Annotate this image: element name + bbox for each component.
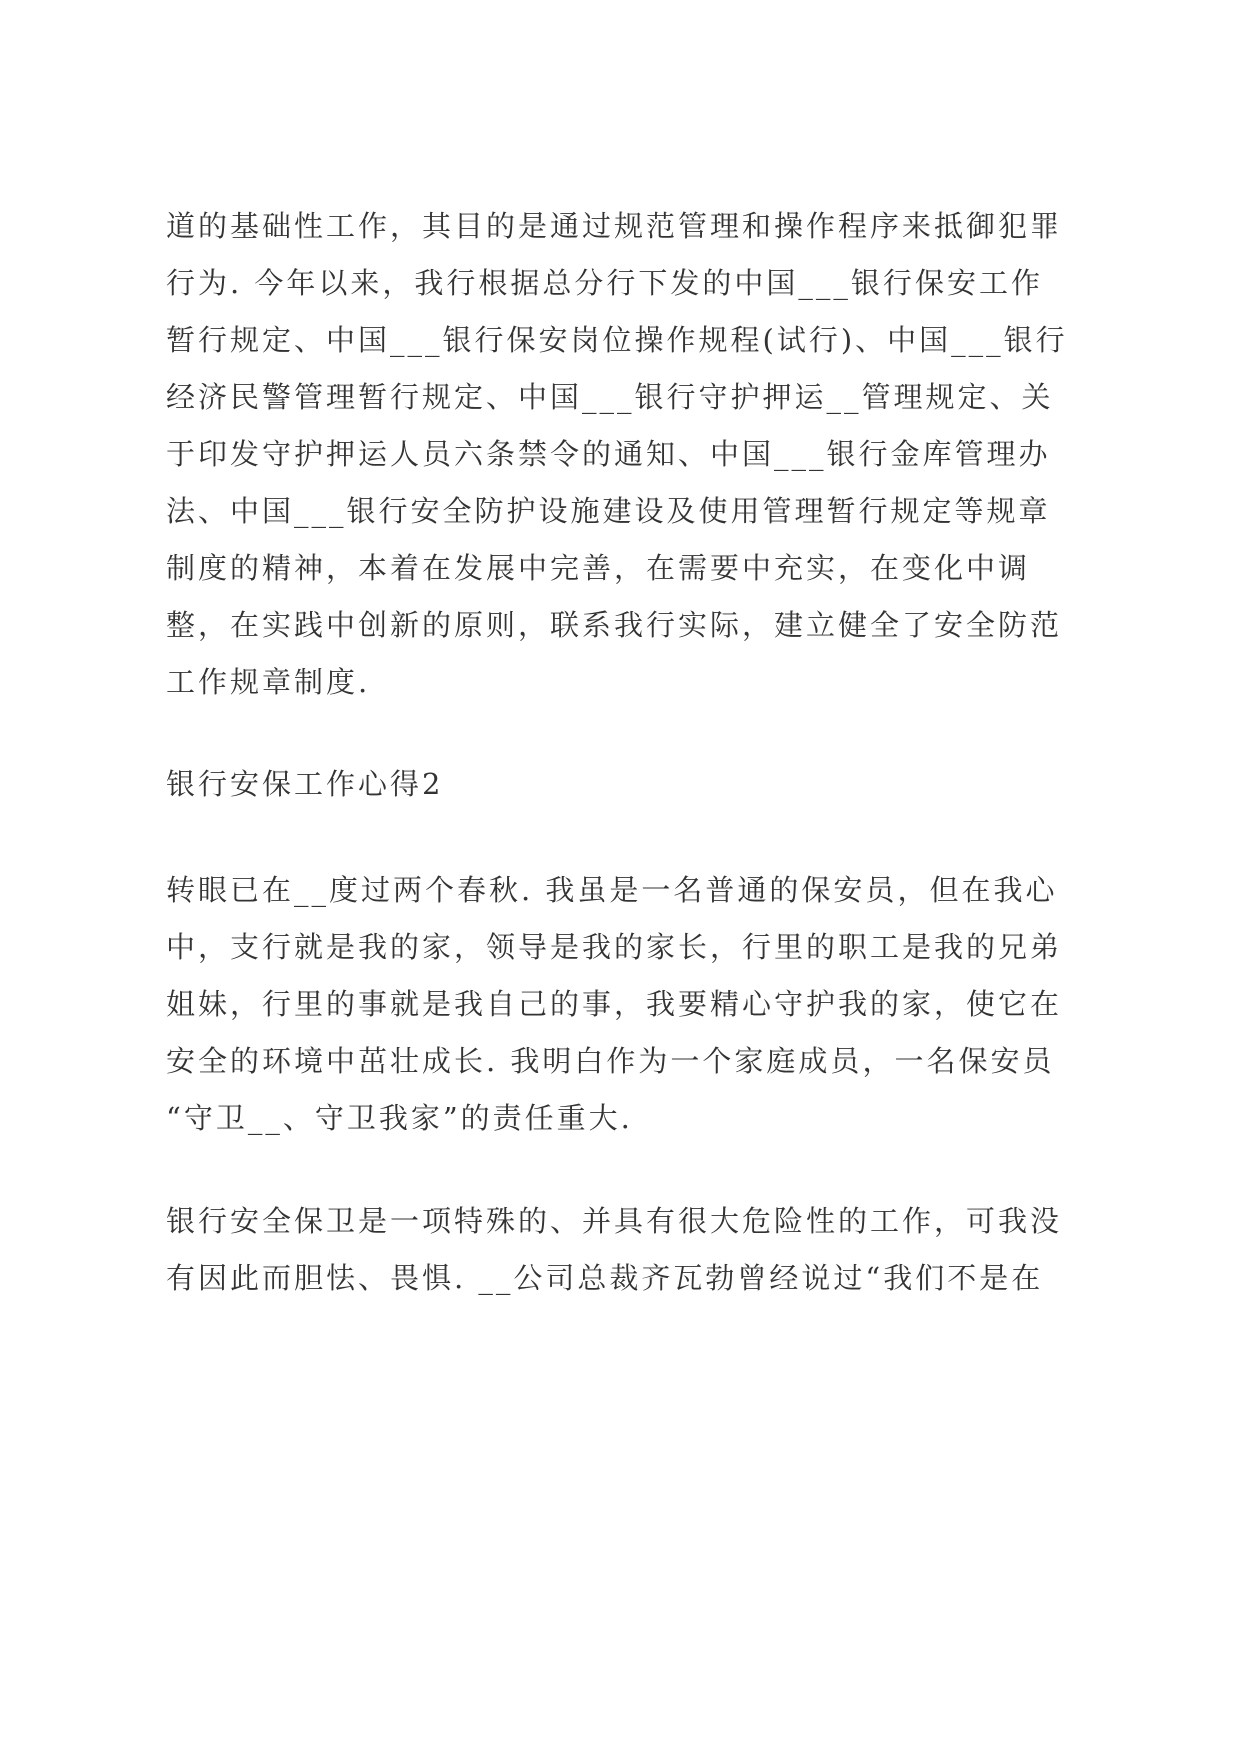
text-line: 中，支行就是我的家，领导是我的家长，行里的职工是我的兄弟 xyxy=(166,930,1063,964)
text-line: 姐妹，行里的事就是我自己的事，我要精心守护我的家，使它在 xyxy=(166,987,1063,1021)
text-line: “守卫__、守卫我家”的责任重大. xyxy=(166,1101,633,1135)
text-line: 工作规章制度. xyxy=(166,665,371,699)
text-line: 安全的环境中茁壮成长. 我明白作为一个家庭成员，一名保安员 xyxy=(166,1044,1055,1078)
text-line: 有因此而胆怯、畏惧. __公司总裁齐瓦勃曾经说过“我们不是在 xyxy=(166,1261,1044,1295)
text-line: 银行安全保卫是一项特殊的、并具有很大危险性的工作，可我没 xyxy=(166,1204,1063,1238)
text-line: 法、中国___银行安全防护设施建设及使用管理暂行规定等规章 xyxy=(166,494,1051,528)
section-heading: 银行安保工作心得2 xyxy=(166,767,444,801)
text-line: 于印发守护押运人员六条禁令的通知、中国___银行金库管理办 xyxy=(166,437,1051,471)
text-line: 经济民警管理暂行规定、中国___银行守护押运__管理规定、关 xyxy=(166,380,1054,414)
text-line: 转眼已在__度过两个春秋. 我虽是一名普通的保安员，但在我心 xyxy=(166,873,1058,907)
text-line: 道的基础性工作，其目的是通过规范管理和操作程序来抵御犯罪 xyxy=(166,209,1063,243)
text-line: 暂行规定、中国___银行保安岗位操作规程(试行)、中国___银行 xyxy=(166,323,1068,357)
text-line: 整，在实践中创新的原则，联系我行实际，建立健全了安全防范 xyxy=(166,608,1063,642)
text-line: 行为. 今年以来，我行根据总分行下发的中国___银行保安工作 xyxy=(166,266,1043,300)
text-line: 制度的精神，本着在发展中完善，在需要中充实，在变化中调 xyxy=(166,551,1031,585)
